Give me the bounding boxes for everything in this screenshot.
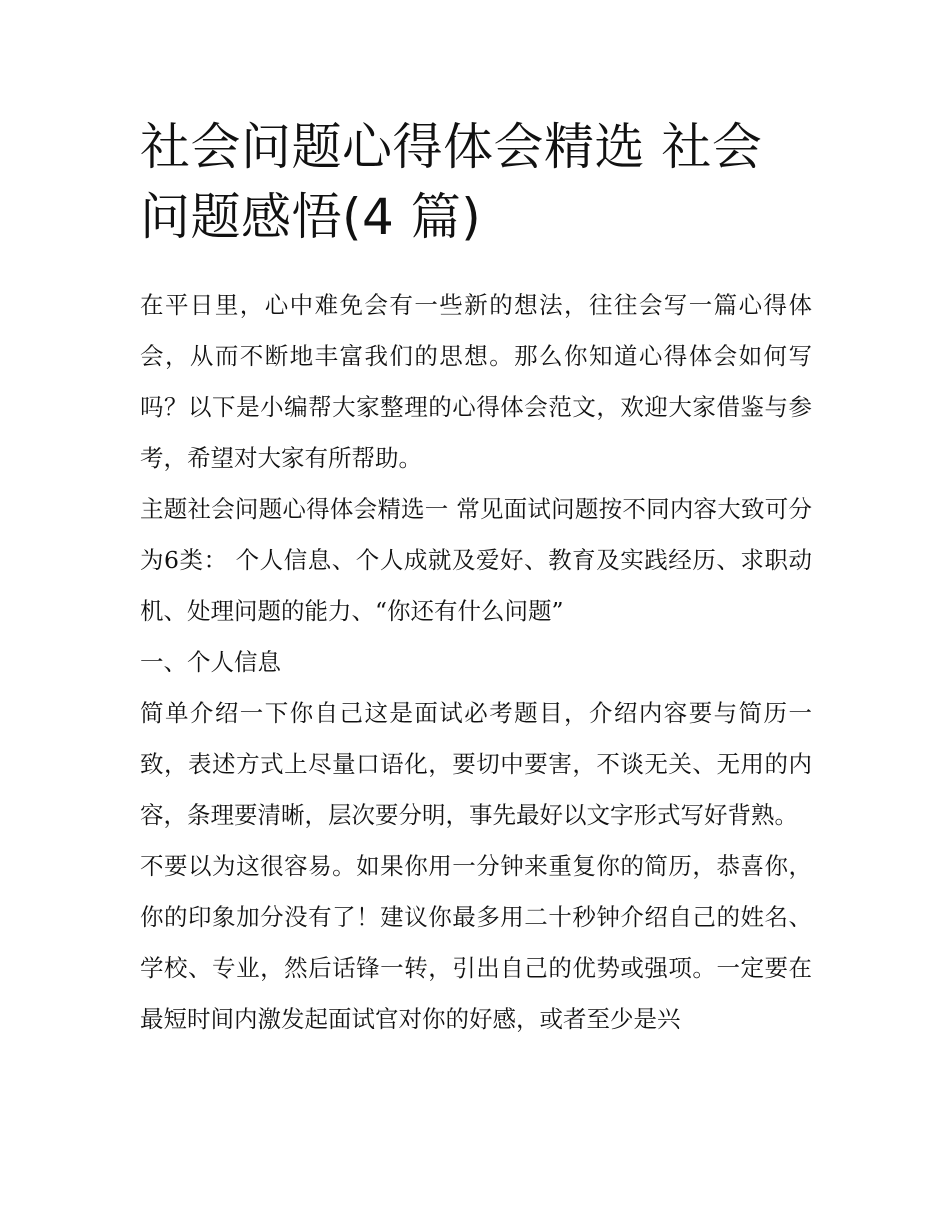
document-title: 社会问题心得体会精选 社会问题感悟(4 篇) <box>140 118 763 246</box>
topic-paragraph: 主题社会问题心得体会精选一 常见面试问题按不同内容大致可分为6类： 个人信息、个人成就及爱好、教育及实践经历、求职动机、处理问题的能力、“你还有什么问题” <box>140 495 812 625</box>
intro-paragraph: 在平日里，心中难免会有一些新的想法，往往会写一篇心得体会，从而不断地丰富我们的思想。那么你知道心得体会如何写吗？以下是小编帮大家整理的心得体会范文，欢迎大家借鉴与参考，希望对大家有所帮助。 <box>140 291 812 472</box>
section-heading: 一、个人信息 <box>140 648 281 676</box>
body-paragraph: 简单介绍一下你自己这是面试必考题目，介绍内容要与简历一致，表述方式上尽量口语化，要切中要害，不谈无关、无用的内容，条理要清晰，层次要分明，事先最好以文字形式写好背熟。 <box>140 699 812 829</box>
body-paragraph: 不要以为这很容易。如果你用一分钟来重复你的简历，恭喜你，你的印象加分没有了！建议你最多用二十秒钟介绍自己的姓名、学校、专业，然后话锋一转，引出自己的优势或强项。一定要在最短时间内激发起面试官对你的好感，或者至少是兴 <box>140 852 812 1033</box>
paragraph-list <box>140 280 812 1045</box>
document-body <box>140 112 812 1045</box>
